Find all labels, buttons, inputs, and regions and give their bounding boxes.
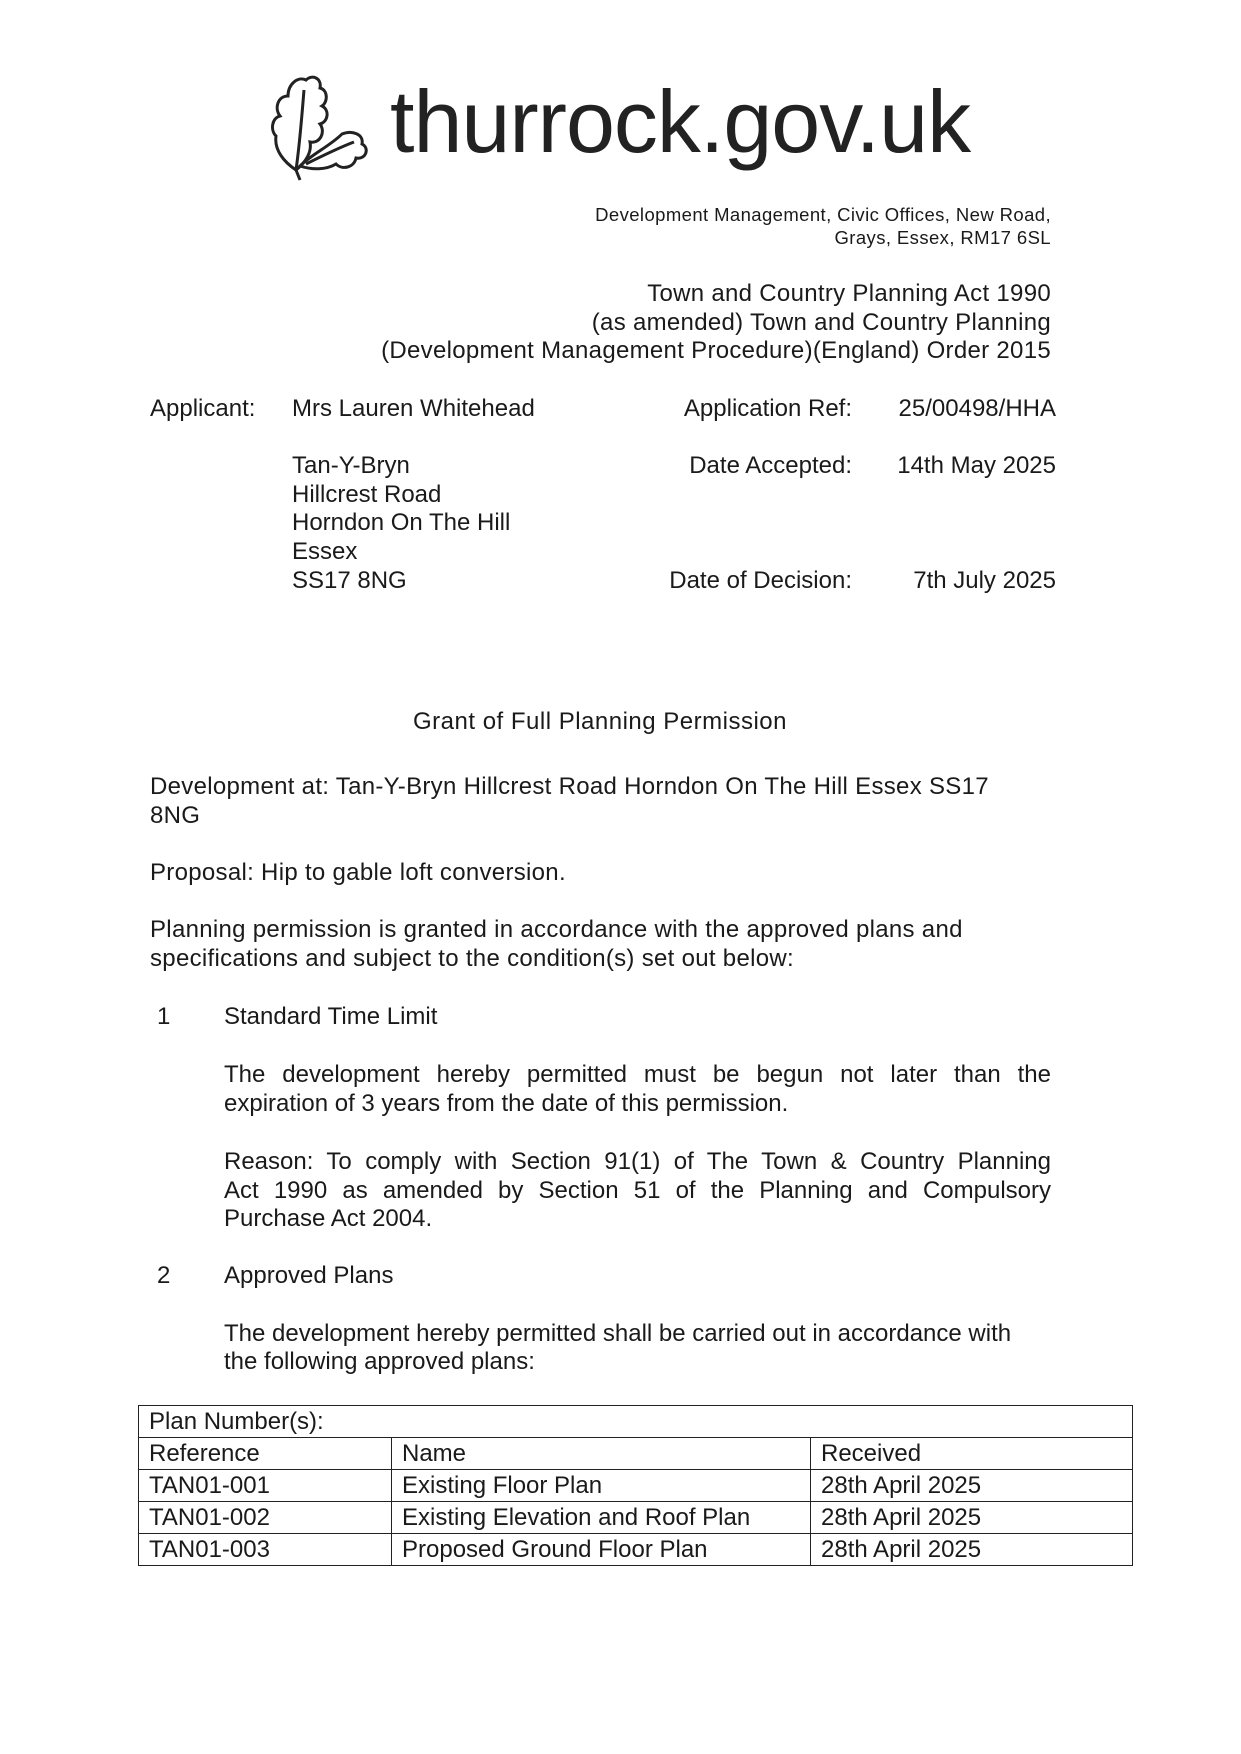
condition-text: the following approved plans: (224, 1348, 535, 1375)
plan-name: Proposed Ground Floor Plan (392, 1534, 811, 1566)
act-line: (Development Management Procedure)(England) Order 2015 (381, 337, 1051, 364)
decision-title: Grant of Full Planning Permission (413, 708, 787, 735)
applicant-address-line: Hillcrest Road (292, 481, 442, 508)
development-location: 8NG (150, 802, 201, 829)
act-line: Town and Country Planning Act 1990 (647, 280, 1051, 307)
permission-statement: specifications and subject to the condition(s) set out below: (150, 945, 794, 972)
proposal: Proposal: Hip to gable loft conversion. (150, 859, 566, 886)
application-ref-label: Application Ref: (683, 395, 852, 422)
development-location: Development at: Tan-Y-Bryn Hillcrest Road Horndon On The Hill Essex SS17 (150, 773, 989, 800)
plan-name: Existing Floor Plan (392, 1470, 811, 1502)
applicant-address-line: Horndon On The Hill (292, 509, 511, 536)
condition-number: 2 (157, 1262, 171, 1289)
application-ref: 25/00498/HHA (898, 395, 1056, 422)
table-row (139, 1534, 1133, 1566)
applicant-address-line: SS17 8NG (292, 567, 407, 594)
plan-reference: TAN01-002 (139, 1502, 392, 1534)
text-line: expiration of 3 years from the date of this permission. (224, 1089, 789, 1117)
act-line: (as amended) Town and Country Planning (591, 309, 1051, 336)
condition-reason (224, 1148, 1051, 1234)
condition-title: Approved Plans (224, 1262, 394, 1289)
plan-reference: TAN01-003 (139, 1534, 392, 1566)
table-header-row (139, 1438, 1133, 1470)
condition-text: The development hereby permitted shall be carried out in accordance with (224, 1320, 1012, 1347)
plan-received: 28th April 2025 (811, 1534, 1133, 1566)
applicant-address-line: Essex (292, 538, 358, 565)
approved-plans-table (138, 1405, 1133, 1566)
text-line: Purchase Act 2004. (224, 1205, 433, 1232)
text-line: The development hereby permitted must be begun not later than the (224, 1061, 1051, 1088)
condition-number: 1 (157, 1003, 171, 1030)
date-of-decision-label: Date of Decision: (669, 567, 852, 594)
applicant-address-line: Tan-Y-Bryn (292, 452, 410, 479)
date-of-decision: 7th July 2025 (913, 567, 1056, 594)
table-caption-row (139, 1406, 1133, 1438)
condition-text (224, 1061, 1051, 1118)
logo-wordmark: thurrock.gov.uk (390, 72, 971, 171)
table-row (139, 1470, 1133, 1502)
applicant-name: Mrs Lauren Whitehead (292, 395, 535, 422)
office-address-line: Grays, Essex, RM17 6SL (834, 227, 1051, 248)
plan-received: 28th April 2025 (811, 1502, 1133, 1534)
column-header: Reference (139, 1438, 392, 1470)
table-caption: Plan Number(s): (139, 1406, 1133, 1438)
oak-leaf-icon (266, 70, 376, 182)
text-line: Act 1990 as amended by Section 51 of the Planning and Compulsory (224, 1176, 1051, 1204)
applicant-label: Applicant: (150, 395, 256, 422)
column-header: Received (811, 1438, 1133, 1470)
text-line: Reason: To comply with Section 91(1) of The Town & Country Planning (224, 1148, 1051, 1175)
condition-title: Standard Time Limit (224, 1003, 438, 1030)
permission-statement: Planning permission is granted in accordance with the approved plans and (150, 916, 963, 943)
office-address-line: Development Management, Civic Offices, New Road, (595, 204, 1051, 225)
plan-received: 28th April 2025 (811, 1470, 1133, 1502)
plan-reference: TAN01-001 (139, 1470, 392, 1502)
table-row (139, 1502, 1133, 1534)
plan-name: Existing Elevation and Roof Plan (392, 1502, 811, 1534)
date-accepted-label: Date Accepted: (689, 452, 852, 479)
council-logo (266, 70, 376, 182)
column-header: Name (392, 1438, 811, 1470)
date-accepted: 14th May 2025 (897, 452, 1056, 479)
